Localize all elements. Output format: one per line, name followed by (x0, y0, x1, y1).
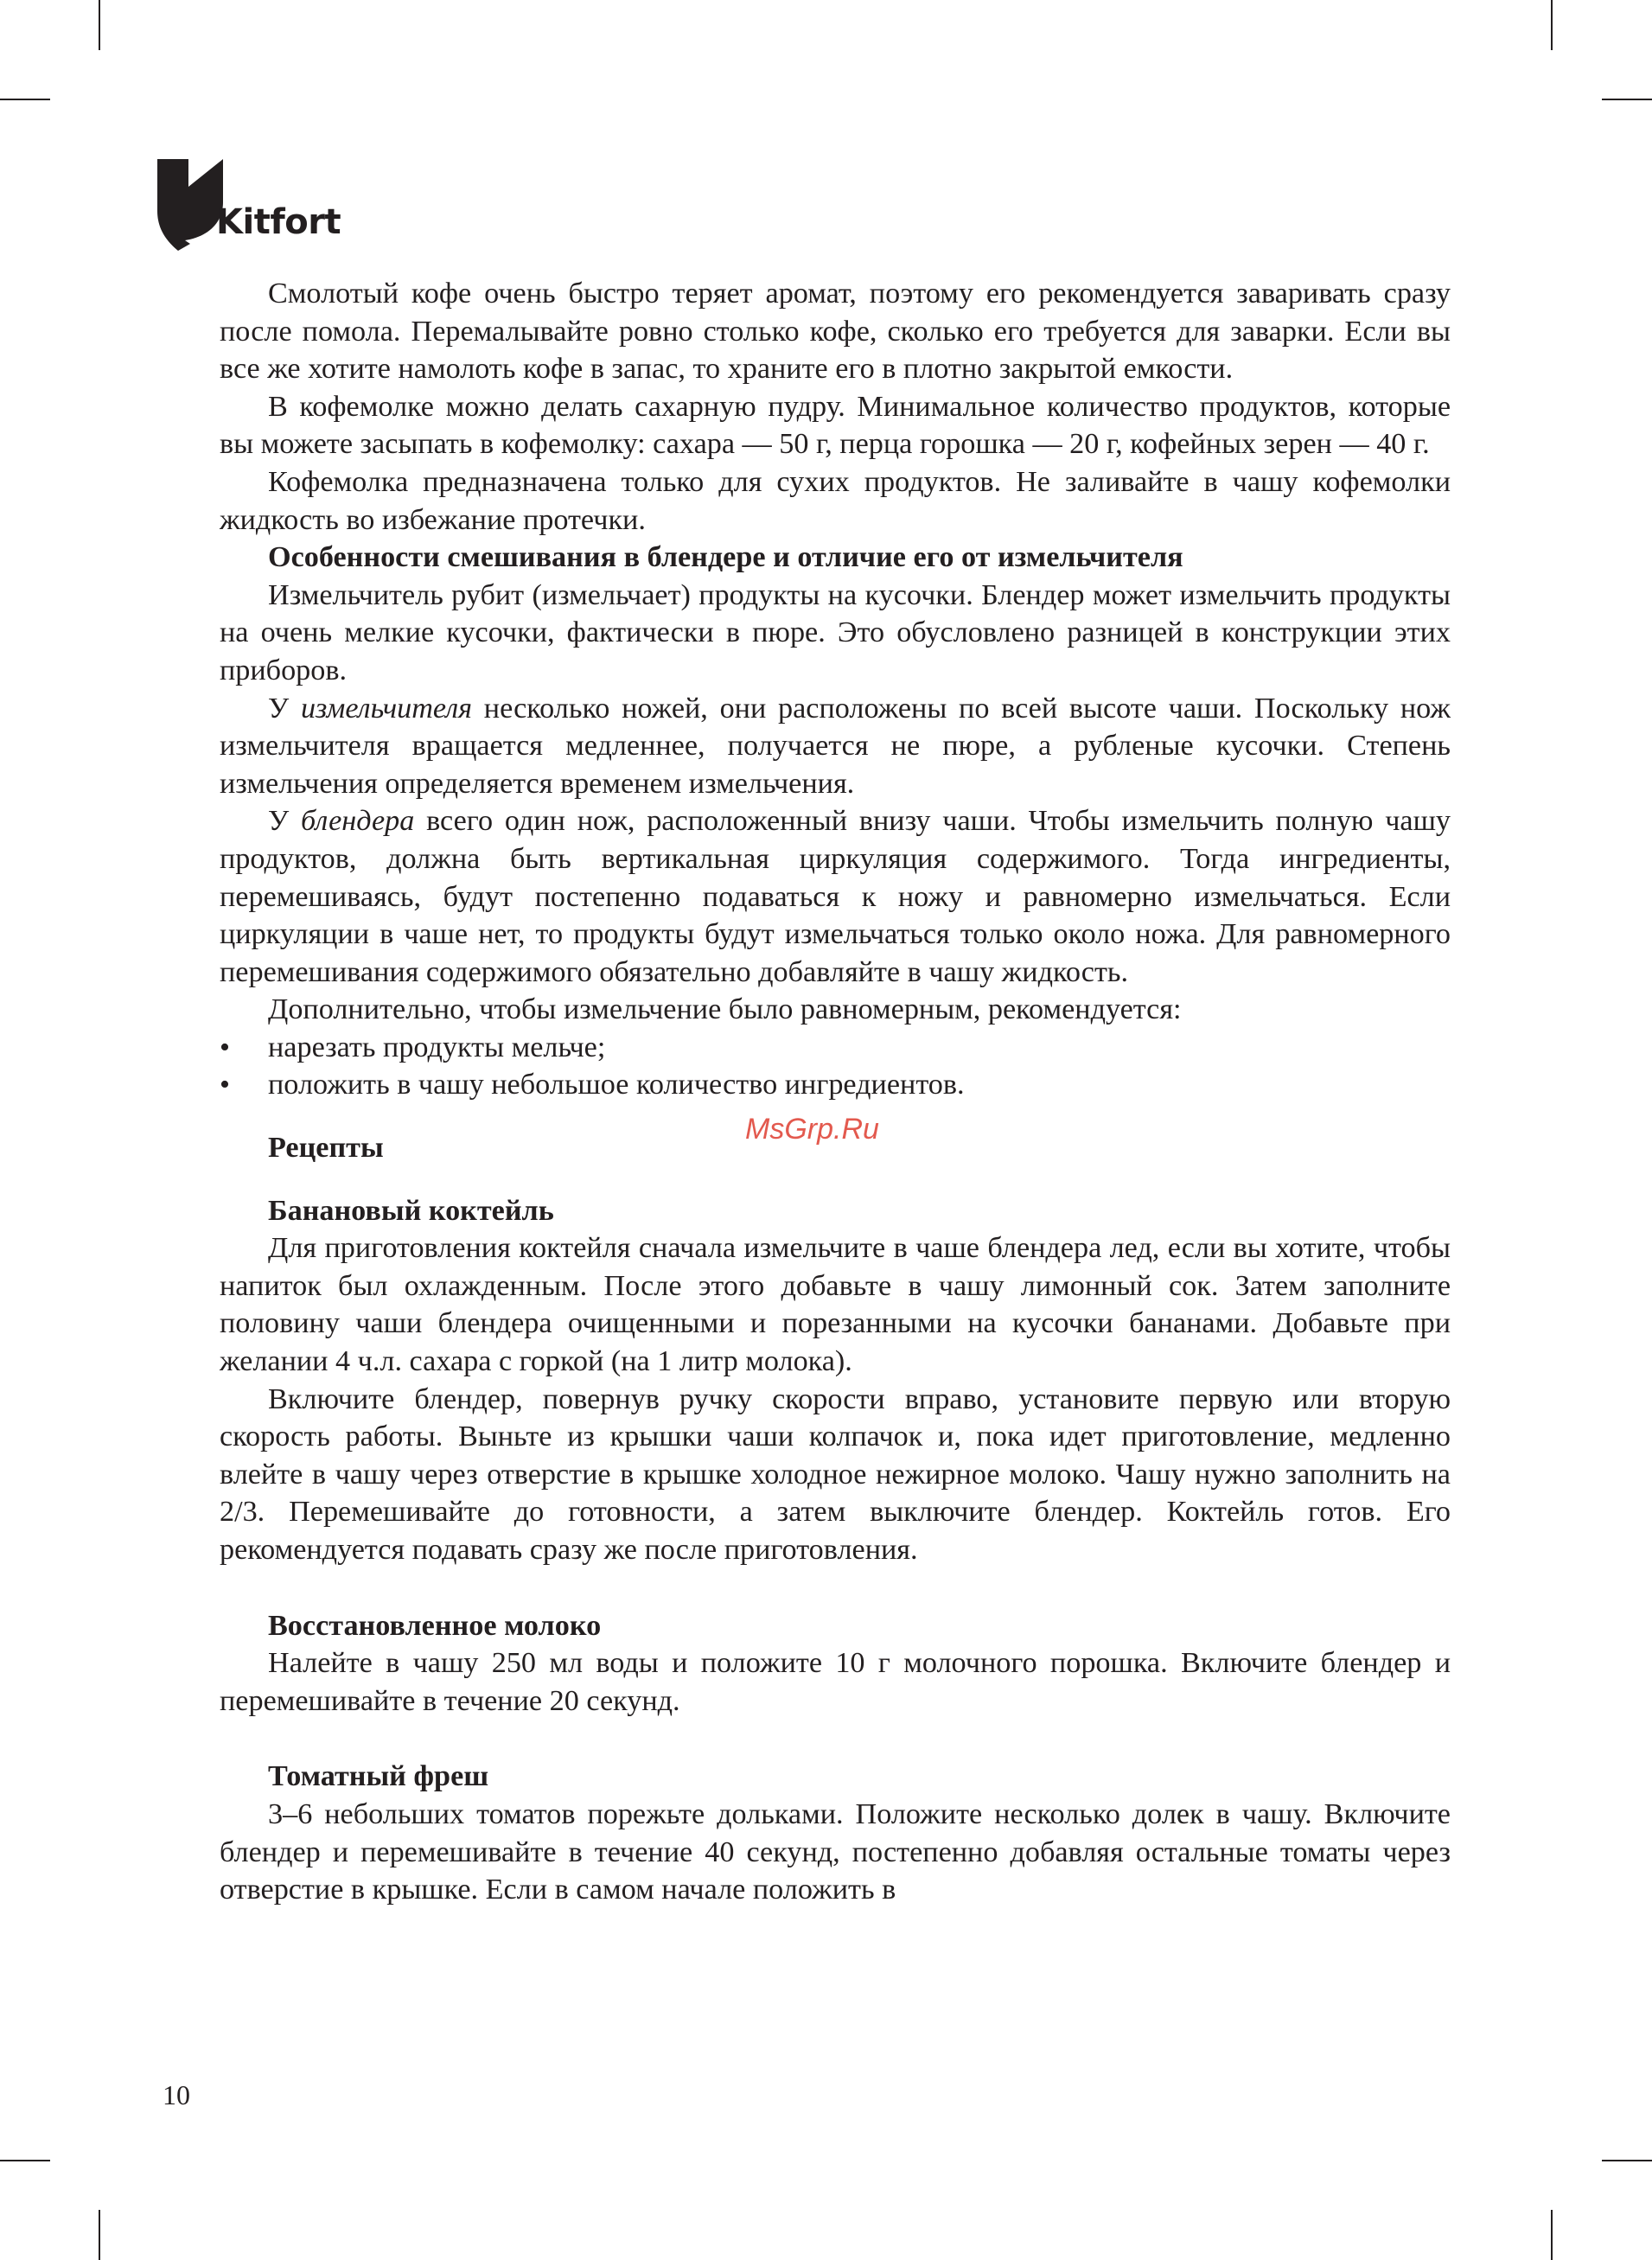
paragraph (220, 690, 1451, 803)
crop-mark (1602, 99, 1652, 100)
paragraph: Дополнительно, чтобы измельчение было равномерным, рекомендуется: (268, 993, 1182, 1026)
crop-mark (99, 0, 100, 50)
kitfort-logo-mark-icon (156, 157, 225, 252)
emphasis-term: измельчителя (300, 692, 473, 725)
recipe-title: Восстановленное молоко (268, 1609, 602, 1642)
crop-mark (99, 2210, 100, 2260)
paragraph: 3–6 небольших томатов порежьте дольками. Положите несколько долек в чашу. Включите блендер и перемешивайте в течение 40 секунд, постепенно добавляя остальные томаты через отверстие в крышке. Если в самом начале положить в (220, 1797, 1451, 1906)
bullet-icon: • (220, 1031, 230, 1063)
emphasis-term: блендера (301, 805, 415, 838)
section-heading: Особенности смешивания в блендере и отличие его от измельчителя (268, 541, 1183, 574)
crop-mark (0, 99, 50, 100)
paragraph: Налейте в чашу 250 мл воды и положите 10 г молочного порошка. Включите блендер и перемешивайте в течение 20 секунд. (220, 1647, 1451, 1717)
paragraph: Смолотый кофе очень быстро теряет аромат, поэтому его рекомендуется заваривать сразу после помола. Перемалывайте ровно столько кофе, сколько его требуется для заварки. Если вы все же хотите намолоть кофе в запас, то храните его в плотно закрытой емкости. (220, 278, 1451, 386)
list-item (220, 1029, 1451, 1067)
recipe-title: Банановый коктейль (268, 1194, 554, 1227)
list-item (220, 1066, 1451, 1104)
crop-mark (1551, 0, 1553, 50)
paragraph: Измельчитель рубит (измельчает) продукты на кусочки. Блендер может измельчить продукты на очень мелкие кусочки, фактически в пюре. Это обусловлено разницей в конструкции этих приборов. (220, 578, 1451, 686)
bullet-list (220, 1029, 1451, 1104)
paragraph: Для приготовления коктейля сначала измельчите в чаше блендера лед, если вы хотите, чтобы напиток был охлажденным. После этого добавьте в чашу лимонный сок. Затем заполните половину чаши блендера очищенными и порезанными на кусочки бананами. Добавьте при желании 4 ч.л. сахара с горкой (на 1 литр молока). (220, 1232, 1451, 1378)
page-content (220, 275, 1451, 1909)
watermark: MsGrp.Ru (745, 1113, 879, 1146)
list-item-text: нарезать продукты мельче; (268, 1031, 606, 1063)
crop-mark (1551, 2210, 1553, 2260)
section-heading: Рецепты (268, 1132, 384, 1165)
paragraph (220, 802, 1451, 991)
bullet-icon: • (220, 1069, 230, 1101)
paragraph: Включите блендер, повернув ручку скорости вправо, установите первую или вторую скорость работы. Выньте из крышки чаши колпачок и, пока идет приготовление, медленно влейте в чашу через отверстие в крышке холодное нежирное молоко. Чашу нужно заполнить на 2/3. Перемешивайте до готовности, а затем выключите блендер. Коктейль готов. Его рекомендуется подавать сразу же после приготовления. (220, 1382, 1451, 1566)
text-fragment: У (268, 692, 301, 725)
page-number: 10 (163, 2079, 190, 2110)
paragraph: В кофемолке можно делать сахарную пудру. Минимальное количество продуктов, которые вы можете засыпать в кофемолку: сахара — 50 г, перца горошка — 20 г, кофейных зерен — 40 г. (220, 390, 1451, 461)
kitfort-logo (156, 157, 346, 252)
text-fragment: всего один нож, расположенный внизу чаши. Чтобы измельчить полную чашу продуктов, должна быть вертикальная циркуляция содержимого. Тогда ингредиенты, перемешиваясь, будут постепенно подаваться к ножу и равномерно измельчаться. Если циркуляции в чаше нет, то продукты будут измельчаться только около ножа. Для равномерного перемешивания содержимого обязательно добавляйте в чашу жидкость. (220, 805, 1451, 988)
brand-name: Kitfort (216, 202, 341, 242)
crop-mark (0, 2160, 50, 2161)
paragraph: Кофемолка предназначена только для сухих продуктов. Не заливайте в чашу кофемолки жидкость во избежание протечки. (220, 465, 1451, 536)
text-fragment: несколько ножей, они расположены по всей высоте чаши. Поскольку нож измельчителя вращается медленнее, получается не пюре, а рубленые кусочки. Степень измельчения определяется временем измельчения. (220, 692, 1451, 800)
recipe-title: Томатный фреш (268, 1760, 489, 1793)
list-item-text: положить в чашу небольшое количество ингредиентов. (268, 1069, 965, 1101)
crop-mark (1602, 2160, 1652, 2161)
text-fragment: У (268, 805, 301, 838)
